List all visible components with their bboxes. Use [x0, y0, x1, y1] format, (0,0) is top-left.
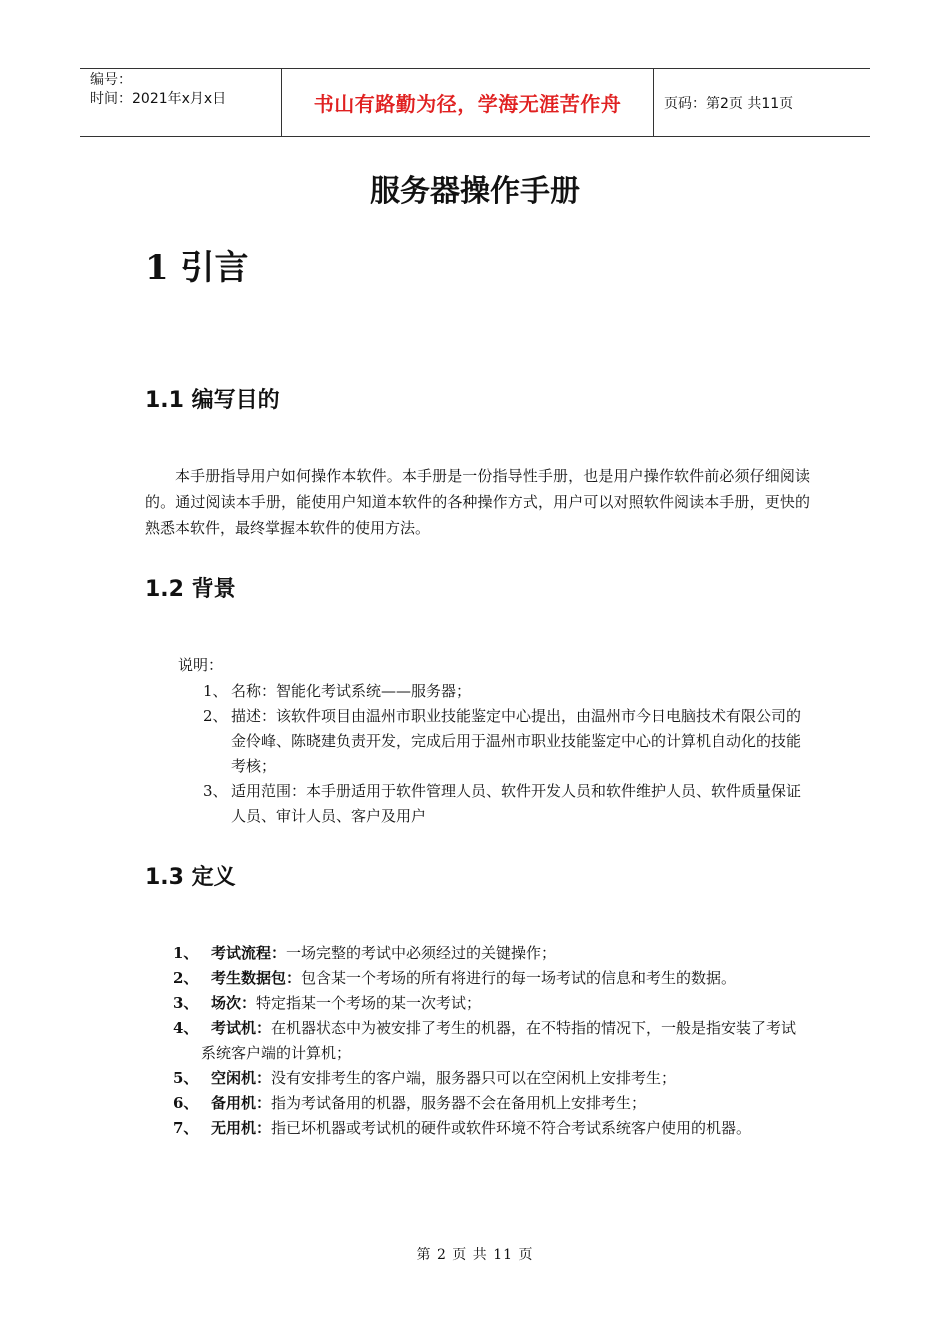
header-page-cell: [654, 69, 870, 136]
section-heading-1-1: 1.1 编写目的: [145, 388, 280, 413]
definition-term: 考试机：: [211, 1019, 272, 1037]
list-item: [145, 679, 810, 704]
list-item-number: 7、: [173, 1119, 199, 1137]
document-time-label: 时间：2021年x月x日: [90, 91, 227, 107]
header-meta-cell: [80, 69, 282, 136]
list-item-number: 1、: [203, 682, 228, 700]
definition-text: 一场完整的考试中必须经过的关键操作；: [286, 944, 557, 962]
definition-term: 场次：: [211, 994, 257, 1012]
header-table: [80, 68, 870, 137]
chapter-heading: 1 引言: [145, 248, 249, 288]
list-item-text: 适用范围：本手册适用于软件管理人员、软件开发人员和软件维护人员、软件质量保证人员、审计人员、客户及用户: [231, 782, 802, 825]
document-title: 服务器操作手册: [370, 174, 580, 209]
definition-term: 考生数据包：: [211, 969, 302, 987]
header-motto: 书山有路勤为径，学海无涯苦作舟: [313, 92, 622, 116]
list-item: [145, 779, 810, 829]
definition-text: 指为考试备用的机器，服务器不会在备用机上安排考生；: [271, 1094, 647, 1112]
definition-term: 备用机：: [211, 1094, 272, 1112]
list-item: [145, 1091, 810, 1116]
list-item-text: 描述：该软件项目由温州市职业技能鉴定中心提出，由温州市今日电脑技术有限公司的金伶峰、陈晓建负责开发，完成后用于温州市职业技能鉴定中心的计算机自动化的技能考核；: [231, 707, 802, 775]
definition-text: 指已坏机器或考试机的硬件或软件环境不符合考试系统客户使用的机器。: [271, 1119, 752, 1137]
definition-term: 空闲机：: [211, 1069, 272, 1087]
list-item: [145, 1066, 810, 1091]
background-list: [145, 679, 810, 829]
list-item-number: 3、: [203, 782, 228, 800]
list-item: [145, 941, 810, 966]
definition-text: 包含某一个考场的所有将进行的每一场考试的信息和考生的数据。: [301, 969, 737, 987]
list-item: [145, 1116, 810, 1141]
list-item-text: 名称：智能化考试系统——服务器；: [231, 682, 472, 700]
list-item: [145, 966, 810, 991]
list-item-number: 4、: [173, 1019, 199, 1037]
list-item: [145, 1016, 810, 1066]
header-page-info: 页码：第2页 共11页: [664, 95, 794, 112]
list-item: [145, 991, 810, 1016]
list-item-number: 5、: [173, 1069, 199, 1087]
definition-term: 无用机：: [211, 1119, 272, 1137]
document-number-label: 编号：: [90, 72, 132, 88]
header-motto-cell: [282, 69, 654, 136]
section-1-1-body: 本手册指导用户如何操作本软件。本手册是一份指导性手册，也是用户操作软件前必须仔细阅读的。通过阅读本手册，能使用户知道本软件的各种操作方式，用户可以对照软件阅读本手册，更快的熟悉本软件，最终掌握本软件的使用方法。: [145, 467, 810, 537]
list-item: [145, 704, 810, 779]
definition-text: 特定指某一个考场的某一次考试；: [256, 994, 482, 1012]
list-item-number: 2、: [203, 707, 228, 725]
definitions-list: [145, 941, 810, 1141]
section-heading-1-3: 1.3 定义: [145, 865, 236, 890]
section-heading-1-2: 1.2 背景: [145, 577, 236, 602]
definition-text: 在机器状态中为被安排了考生的机器，在不特指的情况下，一般是指安装了考试系统客户端的计算机；: [201, 1019, 797, 1062]
background-note-label: 说明：: [178, 656, 224, 674]
list-item-number: 1、: [173, 944, 199, 962]
definition-text: 没有安排考生的客户端，服务器只可以在空闲机上安排考生；: [271, 1069, 677, 1087]
list-item-number: 3、: [173, 994, 199, 1012]
page-footer: 第 2 页 共 11 页: [416, 1247, 534, 1263]
list-item-number: 6、: [173, 1094, 199, 1112]
list-item-number: 2、: [173, 969, 199, 987]
definition-term: 考试流程：: [211, 944, 287, 962]
